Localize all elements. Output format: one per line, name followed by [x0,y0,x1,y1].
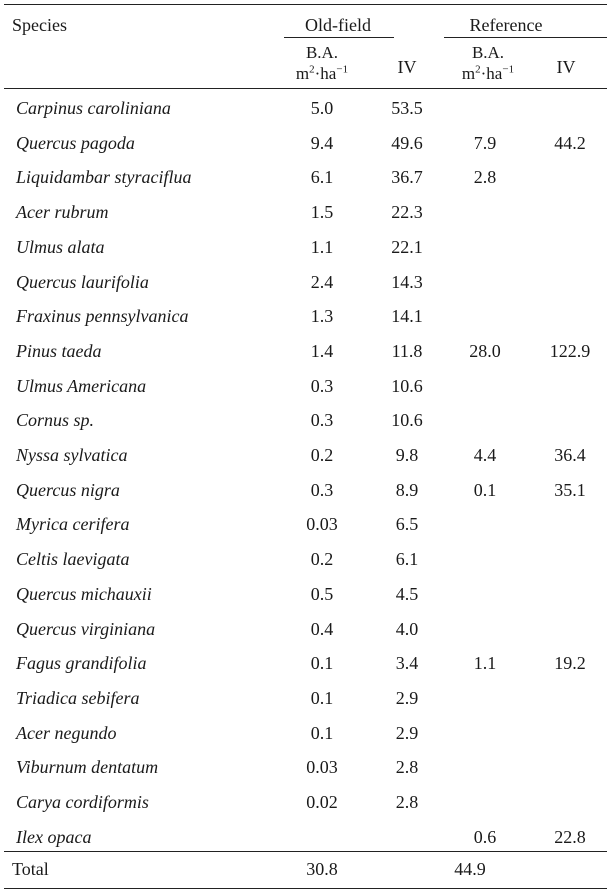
species-name: Fraxinus pennsylvanica [16,306,189,326]
species-name: Ulmus alata [16,237,105,257]
old-field-iv-value: 2.9 [395,723,419,743]
old-field-ba-value: 2.4 [310,272,334,292]
old-field-ba-unit: $m^2\cdot ha^{-1}$ [295,63,349,83]
old-field-rule [284,37,394,38]
old-field-iv-value: 8.9 [395,480,419,500]
bottom-rule [4,888,607,889]
old-field-ba-value: 1.1 [310,237,334,257]
old-field-ba-value: 0.1 [310,653,334,673]
old-field-iv-value: 9.8 [395,445,419,465]
species-name: Myrica cerifera [16,514,130,534]
old-field-iv-value: 36.7 [391,167,423,187]
reference-iv-value: 122.9 [549,341,591,361]
old-field-ba-value: 6.1 [310,167,334,187]
old-field-ba-value: 5.0 [310,98,334,118]
old-field-ba-value: 0.2 [310,549,334,569]
reference-ba-value: 4.4 [473,445,497,465]
old-field-iv-value: 11.8 [391,341,423,361]
old-field-iv-value: 2.8 [395,757,419,777]
reference-iv-value: 44.2 [554,133,586,153]
old-field-ba-value: 1.3 [310,306,334,326]
reference-ba-value: 0.6 [473,827,497,847]
old-field-iv-value: 10.6 [391,376,423,396]
species-name: Ilex opaca [16,827,92,847]
species-name: Quercus nigra [16,480,120,500]
old-field-iv-value: 10.6 [391,410,423,430]
old-field-ba-value: 0.1 [310,723,334,743]
old-field-ba-value: 0.3 [310,376,334,396]
old-field-ba-value: 1.4 [310,341,334,361]
header-rule [4,88,607,89]
species-name: Ulmus Americana [16,376,147,396]
total-reference-ba: 44.9 [454,859,486,879]
old-field-ba-value: 0.1 [310,688,334,708]
species-name: Quercus laurifolia [16,272,149,292]
old-field-iv-value: 4.5 [395,584,419,604]
species-name: Acer rubrum [16,202,109,222]
total-old-field-ba: 30.8 [306,859,338,879]
species-name: Nyssa sylvatica [16,445,128,465]
reference-iv-value: 19.2 [554,653,586,673]
old-field-ba-value: 0.03 [306,757,338,777]
species-name: Carpinus caroliniana [16,98,171,118]
species-name: Celtis laevigata [16,549,130,569]
old-field-ba-value: 0.2 [310,445,334,465]
reference-ba-value: 1.1 [473,653,497,673]
reference-header: Reference [469,15,543,35]
top-rule [4,4,607,5]
species-name: Liquidambar styraciflua [16,167,192,187]
old-field-iv-value: 3.4 [395,653,419,673]
reference-ba-label: B.A. [471,43,505,62]
reference-iv-label: IV [556,57,576,77]
old-field-ba-value: 9.4 [310,133,334,153]
reference-ba-value: 0.1 [473,480,497,500]
species-name: Triadica sebifera [16,688,140,708]
reference-iv-value: 36.4 [554,445,586,465]
old-field-header: Old-field [305,15,371,35]
reference-ba-unit: $m^2\cdot ha^{-1}$ [461,63,515,83]
old-field-ba-value: 0.02 [306,792,338,812]
old-field-iv-value: 22.3 [391,202,423,222]
old-field-ba-value: 0.3 [310,410,334,430]
old-field-iv-value: 49.6 [391,133,423,153]
reference-ba-value: 7.9 [473,133,497,153]
old-field-ba-value: 0.5 [310,584,334,604]
old-field-iv-label: IV [397,57,417,77]
species-name: Fagus grandifolia [16,653,147,673]
species-name: Quercus pagoda [16,133,135,153]
total-label: Total [12,859,49,879]
old-field-iv-value: 14.1 [391,306,423,326]
old-field-iv-value: 6.1 [395,549,419,569]
old-field-ba-label: B.A. [305,43,339,62]
old-field-ba-value: 0.3 [310,480,334,500]
old-field-iv-value: 14.3 [391,272,423,292]
old-field-iv-value: 22.1 [391,237,423,257]
old-field-ba-value: 0.03 [306,514,338,534]
old-field-iv-value: 2.9 [395,688,419,708]
species-name: Quercus michauxii [16,584,152,604]
reference-rule [444,37,607,38]
old-field-iv-value: 6.5 [395,514,419,534]
old-field-ba-value: 0.4 [310,619,334,639]
reference-ba-value: 2.8 [473,167,497,187]
species-name: Cornus sp. [16,410,95,430]
species-name: Acer negundo [16,723,117,743]
reference-iv-value: 22.8 [554,827,586,847]
reference-ba-value: 28.0 [469,341,501,361]
species-name: Quercus virginiana [16,619,156,639]
species-name: Carya cordiformis [16,792,149,812]
old-field-iv-value: 2.8 [395,792,419,812]
reference-iv-value: 35.1 [554,480,586,500]
old-field-ba-value: 1.5 [310,202,334,222]
total-rule [4,851,607,852]
species-header: Species [12,15,67,35]
species-name: Pinus taeda [16,341,102,361]
species-name: Viburnum dentatum [16,757,159,777]
old-field-iv-value: 53.5 [391,98,423,118]
old-field-iv-value: 4.0 [395,619,419,639]
